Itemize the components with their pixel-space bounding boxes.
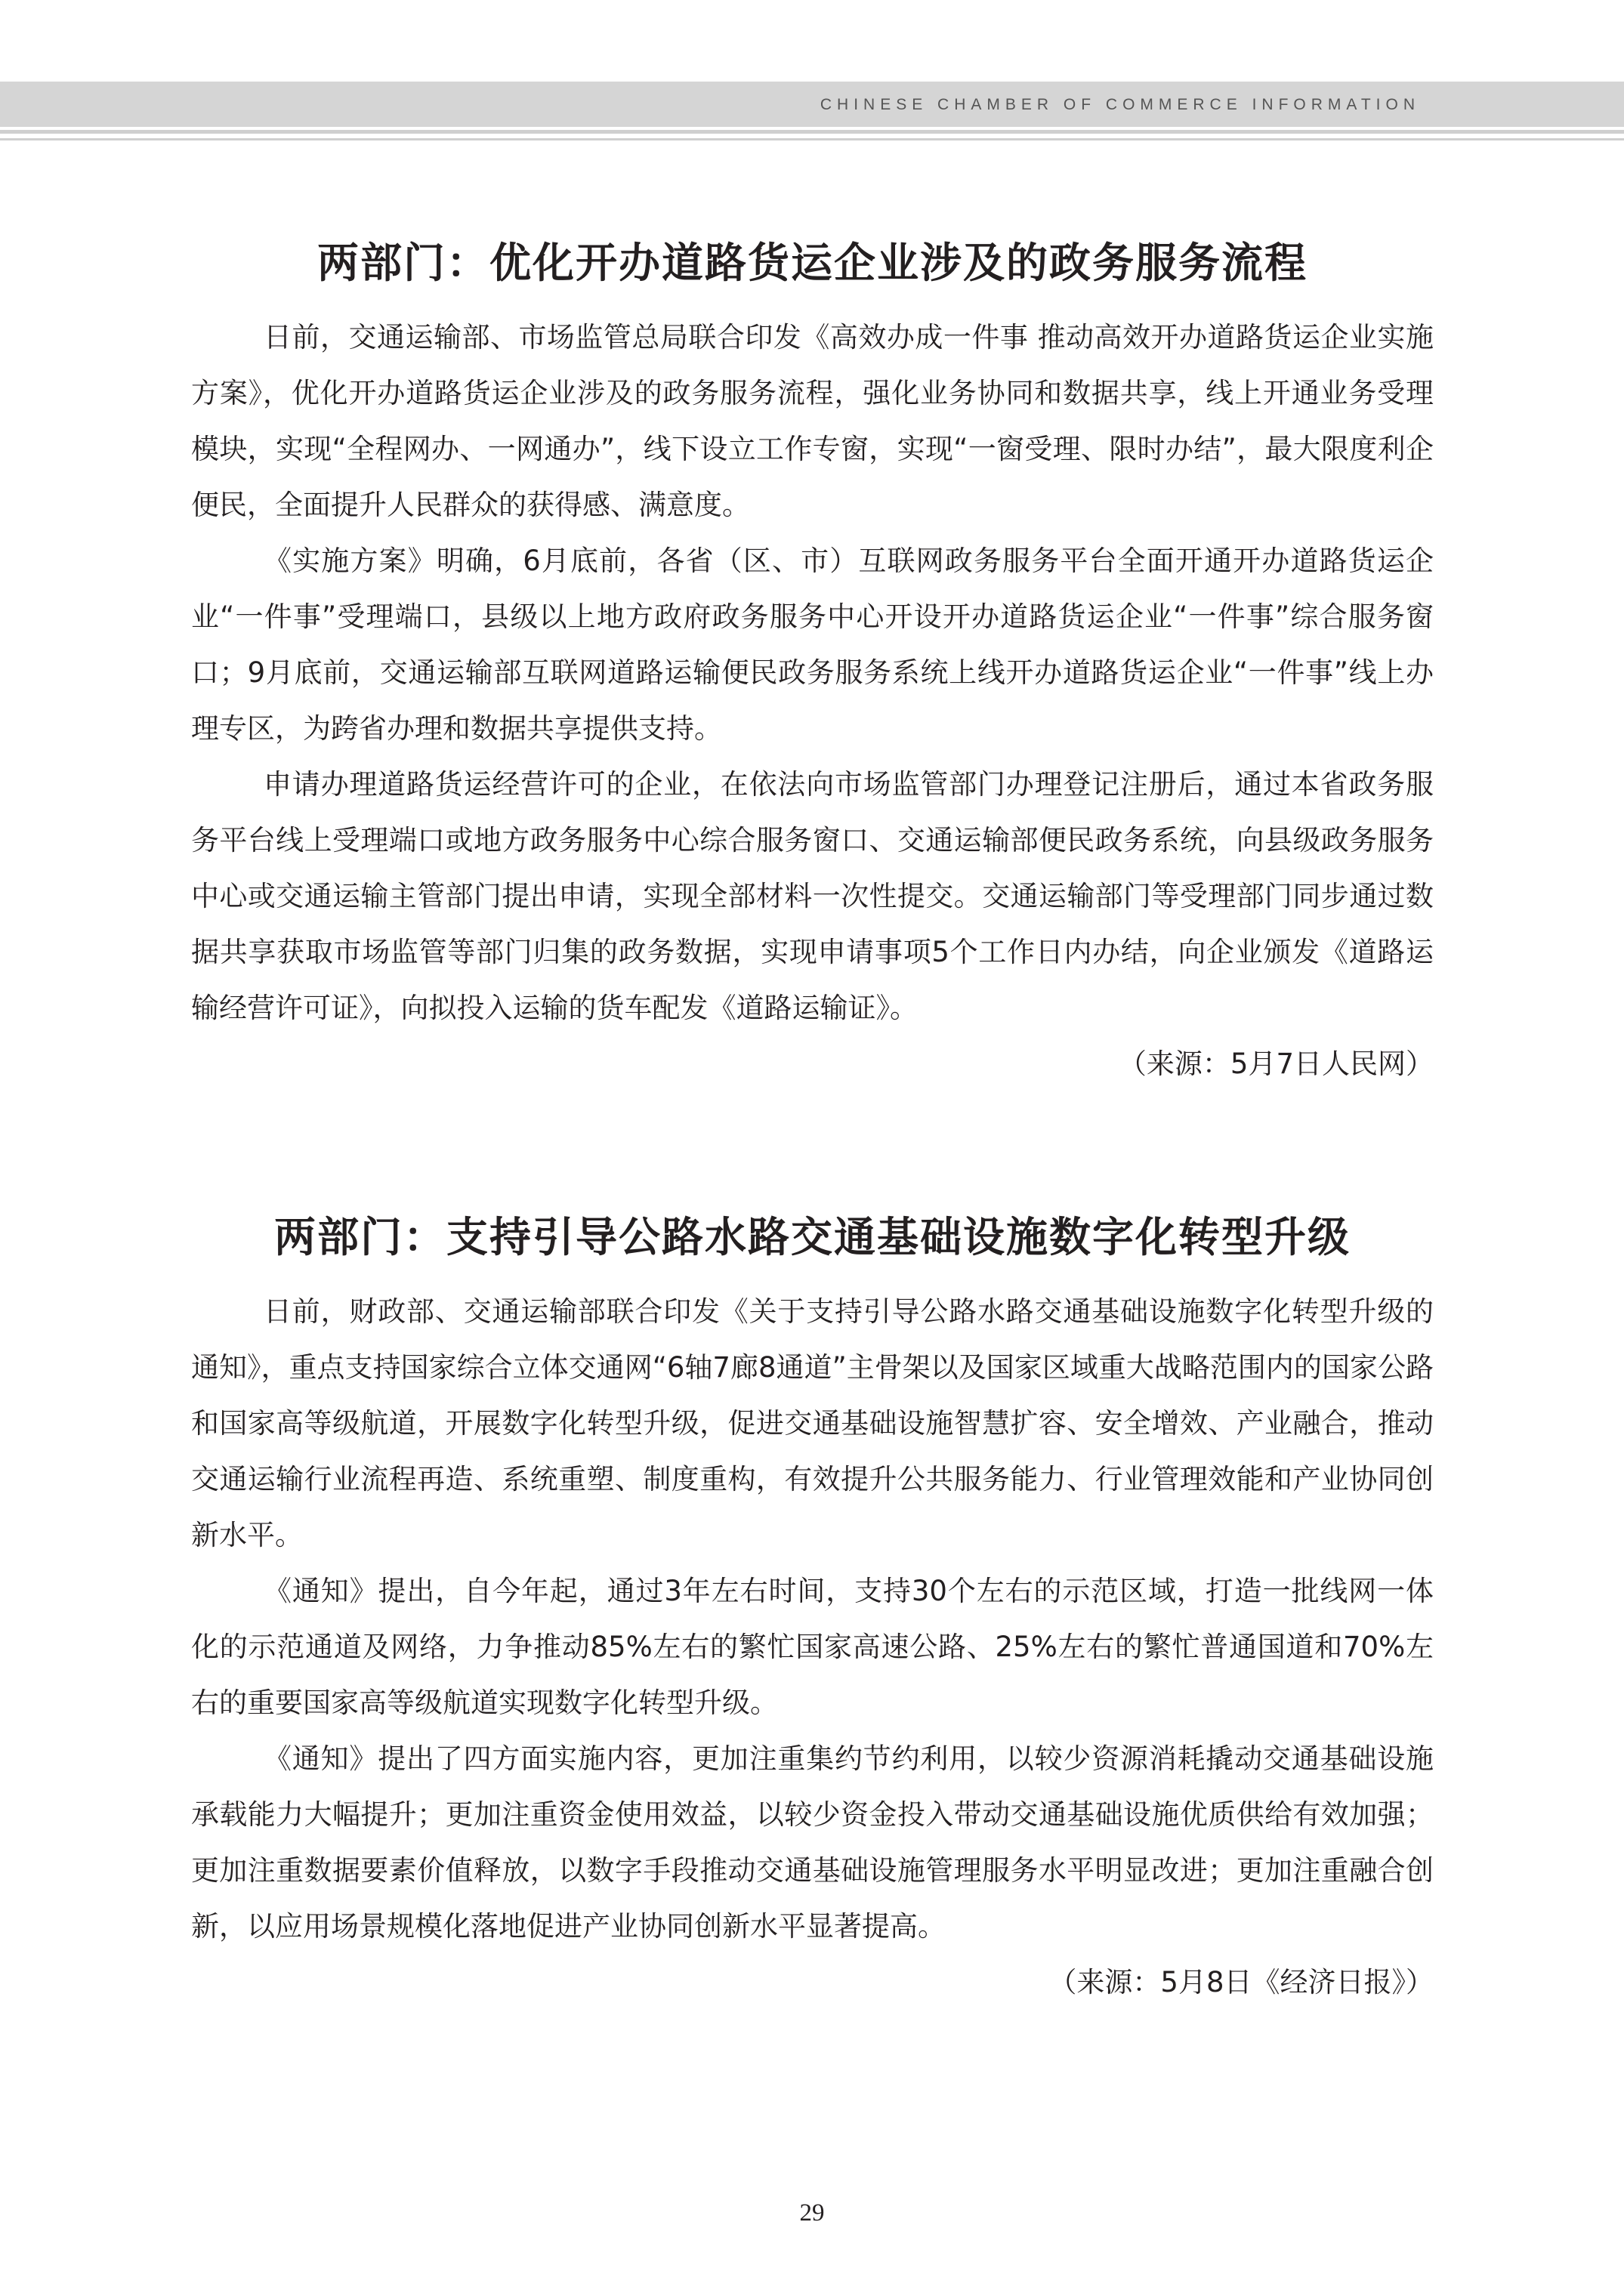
article-paragraph: 申请办理道路货运经营许可的企业，在依法向市场监管部门办理登记注册后，通过本省政务服务平台线上受理端口或地方政务服务中心综合服务窗口、交通运输部便民政务系统，向县级政务服务中心或交通运输主管部门提出申请，实现全部材料一次性提交。交通运输部门等受理部门同步通过数据共享获取市场监管等部门归集的政务数据，实现申请事项5个工作日内办结，向企业颁发《道路运输经营许可证》，向拟投入运输的货车配发《道路运输证》。	[191, 768, 1434, 1024]
article-source: （来源：5月7日人民网）	[1118, 1048, 1434, 1080]
article-title: 两部门：支持引导公路水路交通基础设施数字化转型升级	[273, 1213, 1351, 1261]
article-paragraph: 《通知》提出，自今年起，通过3年左右时间，支持30个左右的示范区域，打造一批线网一体化的示范通道及网络，力争推动85%左右的繁忙国家高速公路、25%左右的繁忙普通国道和70%左右的重要国家高等级航道实现数字化转型升级。	[191, 1575, 1434, 1719]
header-divider-thin	[0, 138, 1624, 140]
article-2	[191, 1207, 1434, 2011]
header-divider	[0, 130, 1624, 134]
article-paragraph: 日前，财政部、交通运输部联合印发《关于支持引导公路水路交通基础设施数字化转型升级的通知》，重点支持国家综合立体交通网“6轴7廊8通道”主骨架以及国家区域重大战略范围内的国家公路和国家高等级航道，开展数字化转型升级，促进交通基础设施智慧扩容、安全增效、产业融合，推动交通运输行业流程再造、系统重塑、制度重构，有效提升公共服务能力、行业管理效能和产业协同创新水平。	[191, 1295, 1434, 1551]
page-number: 29	[799, 2199, 825, 2227]
article-source: （来源：5月8日《经济日报》）	[1048, 1966, 1434, 1998]
article-paragraph: 日前，交通运输部、市场监管总局联合印发《高效办成一件事 推动高效开办道路货运企业实施方案》，优化开办道路货运企业涉及的政务服务流程，强化业务协同和数据共享，线上开通业务受理模块，实现“全程网办、一网通办”，线下设立工作专窗，实现“一窗受理、限时办结”，最大限度利企便民，全面提升人民群众的获得感、满意度。	[191, 321, 1434, 521]
article-title: 两部门：优化开办道路货运企业涉及的政务服务流程	[316, 239, 1308, 287]
header-publication-name: CHINESE CHAMBER OF COMMERCE INFORMATION	[820, 96, 1420, 113]
article-paragraph: 《通知》提出了四方面实施内容，更加注重集约节约利用，以较少资源消耗撬动交通基础设施承载能力大幅提升；更加注重资金使用效益，以较少资金投入带动交通基础设施优质供给有效加强；更加注重数据要素价值释放，以数字手段推动交通基础设施管理服务水平明显改进；更加注重融合创新，以应用场景规模化落地促进产业协同创新水平显著提高。	[191, 1742, 1434, 1943]
article-1	[191, 233, 1434, 1092]
article-paragraph: 《实施方案》明确，6月底前，各省（区、市）互联网政务服务平台全面开通开办道路货运企业“一件事”受理端口，县级以上地方政府政务服务中心开设开办道路货运企业“一件事”综合服务窗口；9月底前，交通运输部互联网道路运输便民政务服务系统上线开办道路货运企业“一件事”线上办理专区，为跨省办理和数据共享提供支持。	[191, 545, 1434, 745]
